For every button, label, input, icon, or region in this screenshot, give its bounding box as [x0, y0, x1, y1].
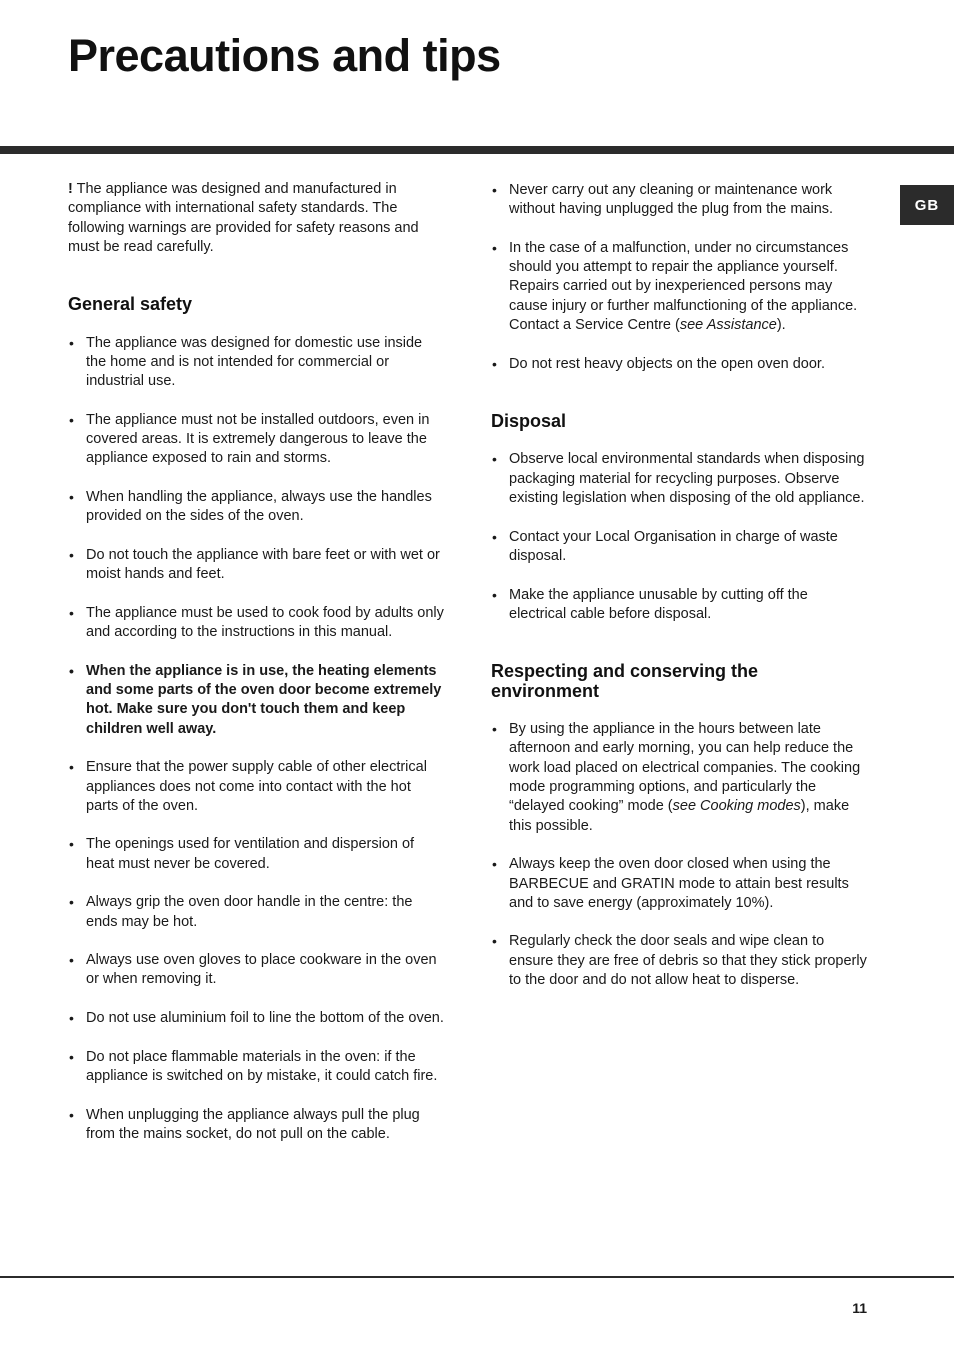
list-item: • Contact your Local Organisation in charge of waste disposal. [491, 528, 869, 567]
list-item-text: In the case of a malfunction, under no circumstances should you attempt to repair the appliance yourself. Repairs carried out by inexperienced persons may cause injury or further malfunctioning of the appliance. Contact a Service Centre ( [509, 239, 858, 334]
list-item: • Do not place flammable materials in the oven: if the appliance is switched on by mistake, it could catch fire. [68, 1048, 446, 1087]
disposal-heading: Disposal [491, 410, 567, 431]
page-number: 11 [852, 1300, 867, 1316]
cross-reference: see Assistance [679, 317, 777, 334]
list-item: • Always grip the oven door handle in the centre: the ends may be hot. [68, 893, 446, 932]
intro-text: The appliance was designed and manufactured in compliance with international safety standards. The following warnings are provided for safety reasons and must be read carefully. [68, 181, 419, 255]
general-safety-heading: General safety [68, 294, 193, 315]
list-item: • When unplugging the appliance always pull the plug from the mains socket, do not pull on the cable. [68, 1106, 446, 1145]
list-item-text: ). [776, 317, 786, 334]
list-item: • The appliance must be used to cook food by adults only and according to the instructions in this manual. [68, 604, 446, 643]
disposal-list [491, 450, 869, 624]
top-divider [0, 146, 954, 154]
list-item: • Do not rest heavy objects on the open oven door. [491, 355, 869, 374]
language-tab: GB [900, 185, 954, 225]
warning-mark: ! [68, 181, 73, 197]
list-item: • Do not use aluminium foil to line the bottom of the oven. [68, 1009, 446, 1028]
environment-list [491, 720, 869, 990]
list-item-text: By using the appliance in the hours between late afternoon and early morning, you can help reduce the work load placed on electrical companies. The cooking mode programming options, and particularly the “delayed cooking” mode ( [509, 721, 861, 815]
list-item: • The openings used for ventilation and dispersion of heat must never be covered. [68, 835, 446, 874]
general-safety-list-continued [491, 181, 869, 374]
list-item: • Make the appliance unusable by cutting off the electrical cable before disposal. [491, 586, 869, 625]
list-item: • Always keep the oven door closed when using the BARBECUE and GRATIN mode to attain best results and to save energy (approximately 10%). [491, 855, 869, 913]
list-item [491, 239, 869, 335]
list-item-text: ), make this possible. [509, 798, 850, 834]
list-item: • Regularly check the door seals and wipe clean to ensure they are free of debris so that they stick properly to the door and do not allow heat to disperse. [491, 932, 869, 990]
list-item: • The appliance must not be installed outdoors, even in covered areas. It is extremely dangerous to leave the appliance exposed to rain and storms. [68, 411, 446, 469]
list-item [491, 720, 869, 836]
left-column [68, 180, 446, 1182]
list-item: • Ensure that the power supply cable of other electrical appliances does not come into contact with the hot parts of the oven. [68, 758, 446, 816]
bottom-divider [0, 1276, 954, 1278]
intro-paragraph [68, 180, 446, 257]
list-item-warning: • When the appliance is in use, the heating elements and some parts of the oven door become extremely hot. Make sure you don't touch them and keep children well away. [68, 662, 446, 739]
list-item: • The appliance was designed for domestic use inside the home and is not intended for commercial or industrial use. [68, 334, 446, 392]
cross-reference: see Cooking modes [672, 798, 801, 815]
list-item: • When handling the appliance, always use the handles provided on the sides of the oven. [68, 488, 446, 527]
list-item: • Do not touch the appliance with bare feet or with wet or moist hands and feet. [68, 546, 446, 585]
environment-heading: Respecting and conserving the environment [491, 661, 759, 701]
right-column [491, 181, 869, 1028]
general-safety-list [68, 334, 446, 1144]
list-item: • Observe local environmental standards when disposing packaging material for recycling purposes. Observe existing legislation when disposing of the old appliance. [491, 450, 869, 508]
list-item: • Always use oven gloves to place cookware in the oven or when removing it. [68, 951, 446, 990]
list-item: • Never carry out any cleaning or maintenance work without having unplugged the plug from the mains. [491, 181, 869, 220]
page-title: Precautions and tips [68, 30, 501, 81]
